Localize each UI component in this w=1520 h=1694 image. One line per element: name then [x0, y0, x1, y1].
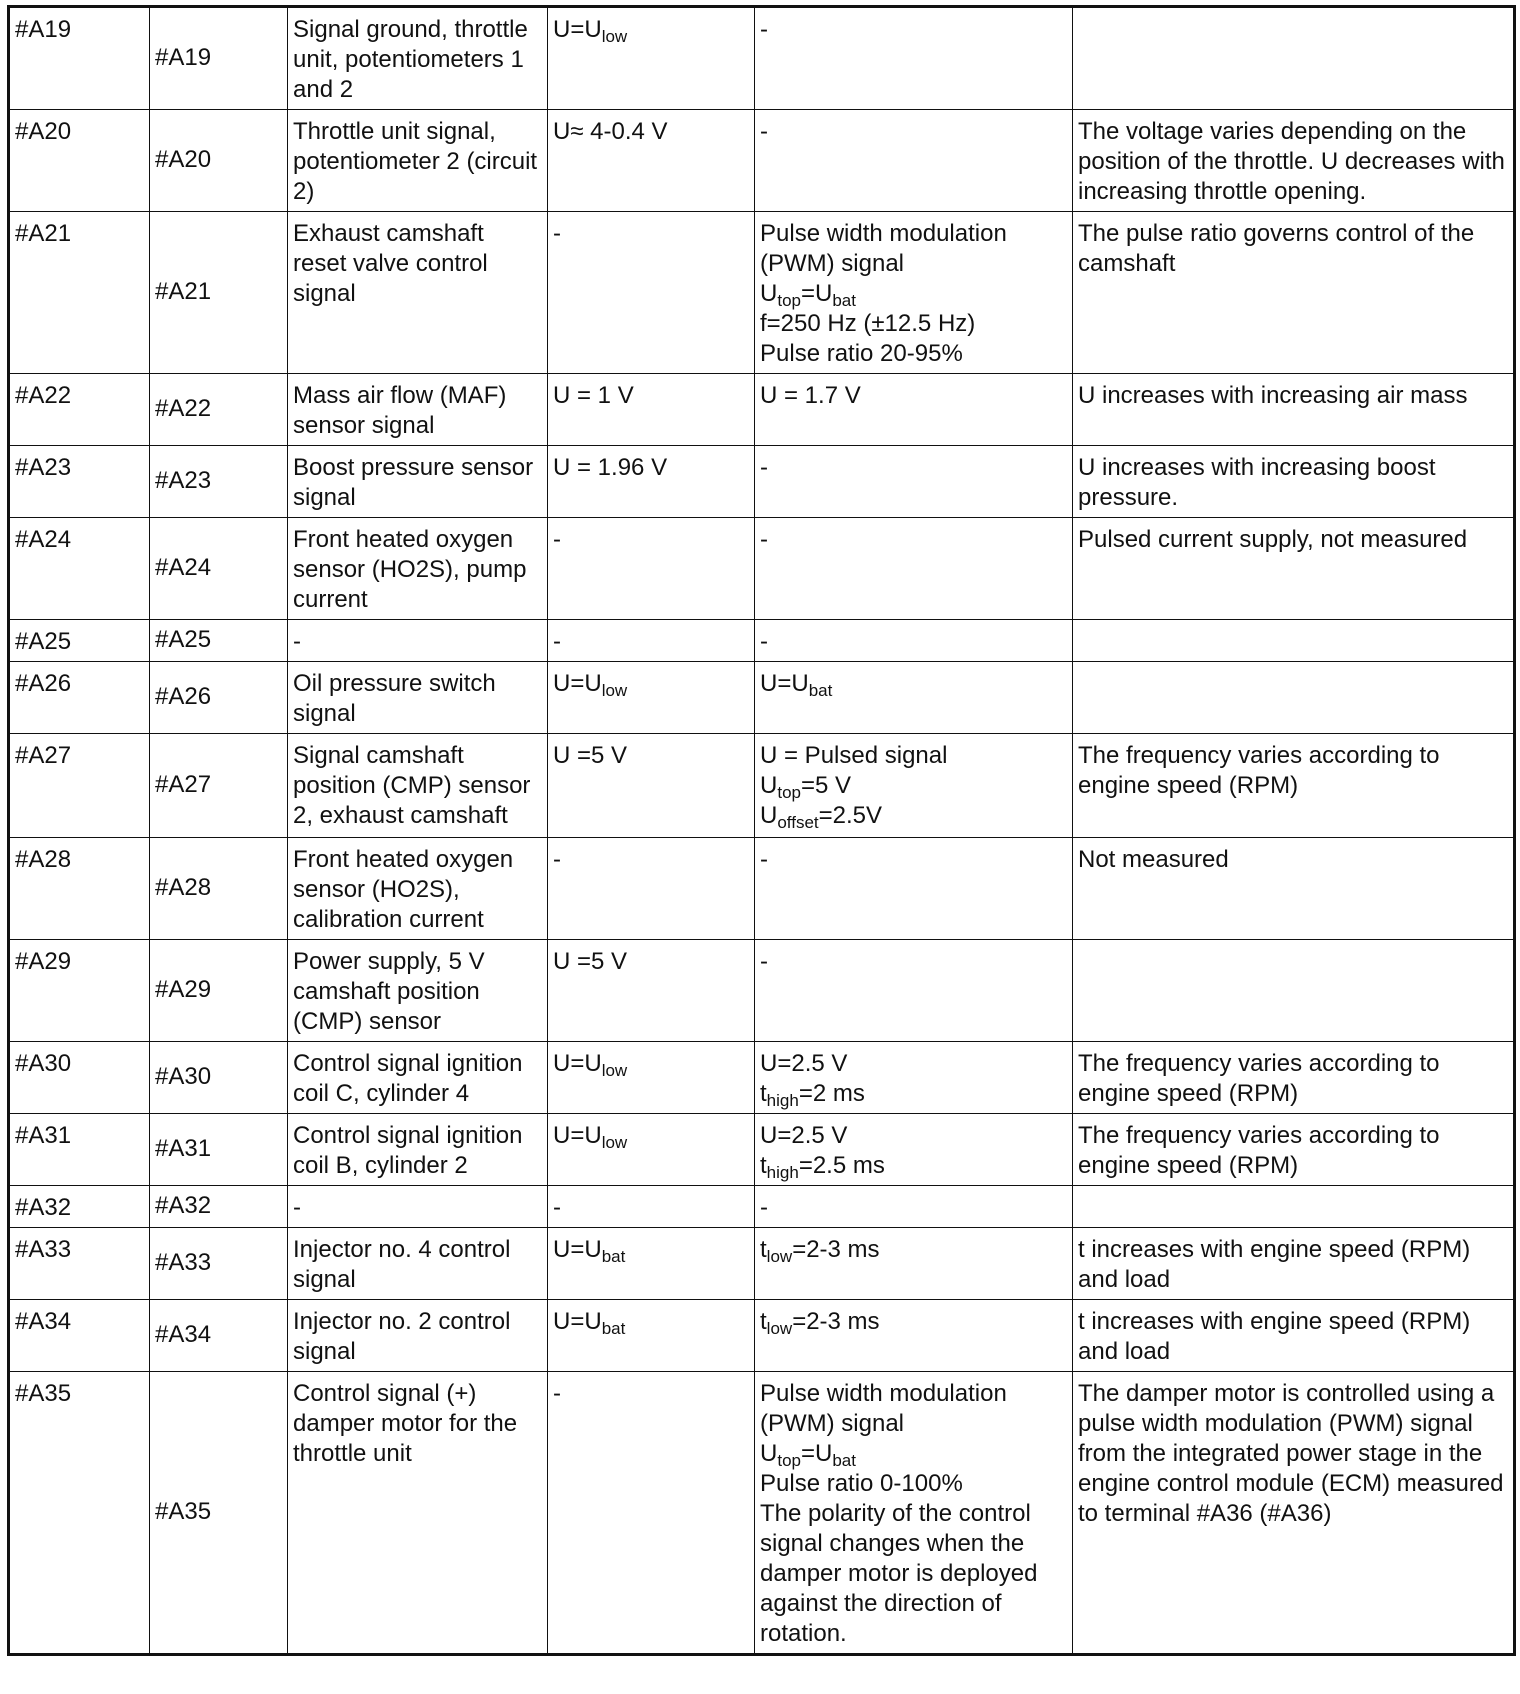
pin-cell: #A23	[9, 446, 150, 518]
condition-2-line	[760, 525, 1068, 555]
condition-1-cell	[548, 1300, 755, 1372]
reference-cell: #A25	[150, 620, 288, 662]
value-text: -	[760, 1194, 768, 1221]
value-text: U=2.5 V	[760, 1122, 848, 1149]
subscript-text: low	[766, 1319, 793, 1338]
value-text: Pulse width modulation	[760, 1380, 1007, 1407]
condition-2-line	[760, 771, 1068, 801]
pin-cell: #A34	[9, 1300, 150, 1372]
description-cell: Control signal ignition coil B, cylinder 2	[288, 1114, 548, 1186]
condition-2-cell	[755, 518, 1073, 620]
condition-2-cell	[755, 1186, 1073, 1228]
subscript-text: bat	[601, 1247, 626, 1266]
pin-cell: #A33	[9, 1228, 150, 1300]
description-cell: Injector no. 2 control signal	[288, 1300, 548, 1372]
reference-cell: #A20	[150, 110, 288, 212]
value-text: -	[553, 220, 561, 247]
description-cell: Power supply, 5 V camshaft position (CMP) sensor	[288, 940, 548, 1042]
comment-cell	[1073, 7, 1515, 110]
condition-2-line	[760, 947, 1068, 977]
value-text: U = Pulsed signal	[760, 742, 948, 769]
value-text: against the direction of	[760, 1590, 1002, 1617]
condition-1-line	[553, 669, 750, 699]
value-text: =2-3 ms	[792, 1236, 880, 1263]
comment-cell: t increases with engine speed (RPM) and load	[1073, 1228, 1515, 1300]
condition-2-line	[760, 1589, 1068, 1619]
reference-cell: #A26	[150, 662, 288, 734]
reference-cell: #A28	[150, 838, 288, 940]
reference-cell: #A29	[150, 940, 288, 1042]
condition-2-line	[760, 741, 1068, 771]
value-text: (PWM) signal	[760, 1410, 905, 1437]
value-text: -	[553, 846, 561, 873]
condition-1-cell	[548, 7, 755, 110]
condition-2-line	[760, 1439, 1068, 1469]
value-text: t	[760, 1152, 767, 1179]
table-row	[9, 1228, 1515, 1300]
value-text: U≈ 4-0.4 V	[553, 118, 668, 145]
description-cell: Boost pressure sensor signal	[288, 446, 548, 518]
condition-2-cell	[755, 620, 1073, 662]
subscript-text: high	[766, 1163, 799, 1182]
value-text: U =5 V	[553, 742, 628, 769]
pin-cell: #A32	[9, 1186, 150, 1228]
condition-2-line	[760, 1379, 1068, 1409]
condition-2-cell	[755, 212, 1073, 374]
condition-2-cell	[755, 734, 1073, 838]
description-cell: Mass air flow (MAF) sensor signal	[288, 374, 548, 446]
reference-cell: #A21	[150, 212, 288, 374]
value-text: U=U	[553, 1122, 602, 1149]
description-cell: Control signal (+) damper motor for the throttle unit	[288, 1372, 548, 1655]
condition-2-cell	[755, 446, 1073, 518]
condition-2-line	[760, 801, 1068, 831]
value-text: f=250 Hz (±12.5 Hz)	[760, 310, 976, 337]
value-text: rotation.	[760, 1620, 847, 1647]
description-cell: -	[288, 1186, 548, 1228]
condition-1-cell	[548, 1186, 755, 1228]
condition-1-line	[553, 1379, 750, 1409]
table-row	[9, 212, 1515, 374]
comment-cell: The frequency varies according to engine speed (RPM)	[1073, 734, 1515, 838]
condition-2-cell	[755, 662, 1073, 734]
pin-cell: #A27	[9, 734, 150, 838]
description-cell: Front heated oxygen sensor (HO2S), calibration current	[288, 838, 548, 940]
subscript-text: bat	[832, 1451, 856, 1470]
table-row	[9, 734, 1515, 838]
condition-2-line	[760, 1121, 1068, 1151]
reference-cell: #A31	[150, 1114, 288, 1186]
value-text: U	[760, 802, 778, 829]
table-row	[9, 662, 1515, 734]
reference-cell: #A19	[150, 7, 288, 110]
value-text: t	[760, 1308, 767, 1335]
condition-2-line	[760, 249, 1068, 279]
description-cell: -	[288, 620, 548, 662]
value-text: U = 1.96 V	[553, 454, 668, 481]
condition-1-cell	[548, 940, 755, 1042]
value-text: U	[760, 1440, 778, 1467]
value-text: -	[760, 628, 768, 655]
condition-2-cell	[755, 7, 1073, 110]
value-text: -	[760, 118, 768, 145]
condition-1-line	[553, 741, 750, 771]
value-text: U=U	[553, 670, 602, 697]
condition-1-cell	[548, 1228, 755, 1300]
condition-1-cell	[548, 518, 755, 620]
pin-cell: #A30	[9, 1042, 150, 1114]
condition-2-line	[760, 453, 1068, 483]
condition-2-line	[760, 1151, 1068, 1181]
value-text: =U	[800, 1440, 833, 1467]
table-row	[9, 7, 1515, 110]
table-row	[9, 620, 1515, 662]
condition-2-line	[760, 845, 1068, 875]
condition-2-cell	[755, 838, 1073, 940]
reference-cell: #A22	[150, 374, 288, 446]
condition-2-cell	[755, 1042, 1073, 1114]
condition-1-cell	[548, 212, 755, 374]
reference-cell: #A27	[150, 734, 288, 838]
subscript-text: low	[601, 1061, 628, 1080]
comment-cell: The pulse ratio governs control of the camshaft	[1073, 212, 1515, 374]
comment-cell: The frequency varies according to engine speed (RPM)	[1073, 1042, 1515, 1114]
subscript-text: bat	[601, 1319, 626, 1338]
condition-2-line	[760, 1193, 1068, 1223]
condition-1-line	[553, 1307, 750, 1337]
condition-1-line	[553, 1049, 750, 1079]
condition-2-line	[760, 1559, 1068, 1589]
description-cell: Signal camshaft position (CMP) sensor 2, exhaust camshaft	[288, 734, 548, 838]
condition-2-cell	[755, 1300, 1073, 1372]
condition-1-line	[553, 15, 750, 45]
comment-cell: The frequency varies according to engine speed (RPM)	[1073, 1114, 1515, 1186]
comment-cell	[1073, 940, 1515, 1042]
subscript-text: top	[777, 291, 801, 310]
comment-cell: Pulsed current supply, not measured	[1073, 518, 1515, 620]
condition-1-line	[553, 627, 750, 657]
value-text: -	[760, 16, 768, 43]
value-text: t	[760, 1236, 767, 1263]
value-text: -	[760, 526, 768, 553]
condition-1-line	[553, 219, 750, 249]
value-text: U=U	[553, 1308, 602, 1335]
subscript-text: low	[601, 1133, 628, 1152]
value-text: U=2.5 V	[760, 1050, 848, 1077]
reference-cell: #A30	[150, 1042, 288, 1114]
table-row	[9, 940, 1515, 1042]
condition-2-line	[760, 669, 1068, 699]
condition-2-line	[760, 309, 1068, 339]
value-text: U=U	[760, 670, 809, 697]
pin-cell: #A25	[9, 620, 150, 662]
subscript-text: bat	[808, 681, 833, 700]
reference-cell: #A35	[150, 1372, 288, 1655]
value-text: Pulse ratio 0-100%	[760, 1470, 963, 1497]
value-text: -	[760, 454, 768, 481]
description-cell: Signal ground, throttle unit, potentiometers 1 and 2	[288, 7, 548, 110]
condition-1-line	[553, 845, 750, 875]
condition-2-line	[760, 1469, 1068, 1499]
condition-2-line	[760, 1529, 1068, 1559]
value-text: -	[760, 846, 768, 873]
comment-cell: The voltage varies depending on the position of the throttle. U decreases with increasing throttle opening.	[1073, 110, 1515, 212]
condition-1-line	[553, 453, 750, 483]
condition-2-line	[760, 117, 1068, 147]
value-text: -	[553, 628, 561, 655]
condition-1-line	[553, 525, 750, 555]
condition-2-line	[760, 1049, 1068, 1079]
value-text: -	[553, 526, 561, 553]
condition-2-line	[760, 1079, 1068, 1109]
value-text: damper motor is deployed	[760, 1560, 1038, 1587]
value-text: =2.5 ms	[798, 1152, 885, 1179]
condition-2-line	[760, 219, 1068, 249]
subscript-text: bat	[832, 291, 856, 310]
table-row	[9, 838, 1515, 940]
subscript-text: low	[601, 27, 628, 46]
pin-cell: #A20	[9, 110, 150, 212]
comment-cell: The damper motor is controlled using a pulse width modulation (PWM) signal from the integrated power stage in the engine control module (ECM) measured to terminal #A36 (#A36)	[1073, 1372, 1515, 1655]
condition-2-line	[760, 1619, 1068, 1649]
condition-1-line	[553, 1235, 750, 1265]
pin-cell: #A26	[9, 662, 150, 734]
condition-1-cell	[548, 734, 755, 838]
pin-cell: #A28	[9, 838, 150, 940]
condition-1-cell	[548, 374, 755, 446]
condition-1-line	[553, 947, 750, 977]
value-text: =2-3 ms	[792, 1308, 880, 1335]
value-text: U=U	[553, 1236, 602, 1263]
comment-cell	[1073, 620, 1515, 662]
table-row	[9, 374, 1515, 446]
value-text: signal changes when the	[760, 1530, 1025, 1557]
condition-1-cell	[548, 662, 755, 734]
value-text: Pulse ratio 20-95%	[760, 340, 963, 367]
table-row	[9, 446, 1515, 518]
value-text: -	[760, 948, 768, 975]
description-cell: Injector no. 4 control signal	[288, 1228, 548, 1300]
condition-1-line	[553, 117, 750, 147]
reference-cell: #A33	[150, 1228, 288, 1300]
comment-cell	[1073, 662, 1515, 734]
value-text: -	[553, 1194, 561, 1221]
description-cell: Exhaust camshaft reset valve control signal	[288, 212, 548, 374]
condition-1-line	[553, 1193, 750, 1223]
description-cell: Control signal ignition coil C, cylinder 4	[288, 1042, 548, 1114]
subscript-text: top	[777, 783, 801, 802]
reference-cell: #A32	[150, 1186, 288, 1228]
value-text: The polarity of the control	[760, 1500, 1031, 1527]
value-text: U=U	[553, 1050, 602, 1077]
value-text: U = 1 V	[553, 382, 634, 409]
value-text: =2 ms	[798, 1080, 865, 1107]
pin-cell: #A24	[9, 518, 150, 620]
condition-2-line	[760, 627, 1068, 657]
pin-cell: #A35	[9, 1372, 150, 1655]
pin-cell: #A21	[9, 212, 150, 374]
description-cell: Oil pressure switch signal	[288, 662, 548, 734]
terminal-table-page	[7, 5, 1513, 1689]
condition-2-cell	[755, 1114, 1073, 1186]
condition-1-cell	[548, 620, 755, 662]
value-text: t	[760, 1080, 767, 1107]
table-row	[9, 1114, 1515, 1186]
condition-2-cell	[755, 1372, 1073, 1655]
condition-2-line	[760, 381, 1068, 411]
pin-cell: #A31	[9, 1114, 150, 1186]
value-text: =U	[800, 280, 833, 307]
table-row	[9, 1042, 1515, 1114]
condition-2-cell	[755, 1228, 1073, 1300]
pin-cell: #A19	[9, 7, 150, 110]
value-text: U	[760, 280, 778, 307]
condition-2-line	[760, 279, 1068, 309]
table-row	[9, 1300, 1515, 1372]
condition-2-line	[760, 1235, 1068, 1265]
condition-1-cell	[548, 838, 755, 940]
table-row	[9, 518, 1515, 620]
condition-1-cell	[548, 446, 755, 518]
pin-cell: #A29	[9, 940, 150, 1042]
value-text: =2.5V	[818, 802, 883, 829]
value-text: U	[760, 772, 778, 799]
comment-cell: U increases with increasing air mass	[1073, 374, 1515, 446]
subscript-text: low	[601, 681, 628, 700]
condition-1-line	[553, 381, 750, 411]
table-row	[9, 1186, 1515, 1228]
terminal-table	[7, 5, 1516, 1656]
value-text: (PWM) signal	[760, 250, 905, 277]
comment-cell: U increases with increasing boost pressure.	[1073, 446, 1515, 518]
subscript-text: high	[766, 1091, 799, 1110]
description-cell: Throttle unit signal, potentiometer 2 (circuit 2)	[288, 110, 548, 212]
reference-cell: #A24	[150, 518, 288, 620]
condition-1-cell	[548, 1114, 755, 1186]
condition-1-line	[553, 1121, 750, 1151]
condition-2-line	[760, 339, 1068, 369]
subscript-text: low	[766, 1247, 793, 1266]
condition-1-cell	[548, 110, 755, 212]
condition-2-line	[760, 1499, 1068, 1529]
condition-2-cell	[755, 374, 1073, 446]
condition-2-line	[760, 1409, 1068, 1439]
subscript-text: top	[777, 1451, 801, 1470]
reference-cell: #A23	[150, 446, 288, 518]
value-text: U=U	[553, 16, 602, 43]
condition-2-cell	[755, 110, 1073, 212]
condition-2-cell	[755, 940, 1073, 1042]
value-text: U =5 V	[553, 948, 628, 975]
value-text: Pulse width modulation	[760, 220, 1007, 247]
pin-cell: #A22	[9, 374, 150, 446]
terminal-table-body	[9, 7, 1515, 1655]
condition-1-cell	[548, 1372, 755, 1655]
comment-cell: Not measured	[1073, 838, 1515, 940]
description-cell: Front heated oxygen sensor (HO2S), pump current	[288, 518, 548, 620]
table-row	[9, 1372, 1515, 1655]
condition-1-cell	[548, 1042, 755, 1114]
value-text: -	[553, 1380, 561, 1407]
comment-cell: t increases with engine speed (RPM) and load	[1073, 1300, 1515, 1372]
table-row	[9, 110, 1515, 212]
value-text: U = 1.7 V	[760, 382, 861, 409]
subscript-text: offset	[777, 813, 819, 832]
reference-cell: #A34	[150, 1300, 288, 1372]
comment-cell	[1073, 1186, 1515, 1228]
condition-2-line	[760, 1307, 1068, 1337]
condition-2-line	[760, 15, 1068, 45]
value-text: =5 V	[800, 772, 852, 799]
